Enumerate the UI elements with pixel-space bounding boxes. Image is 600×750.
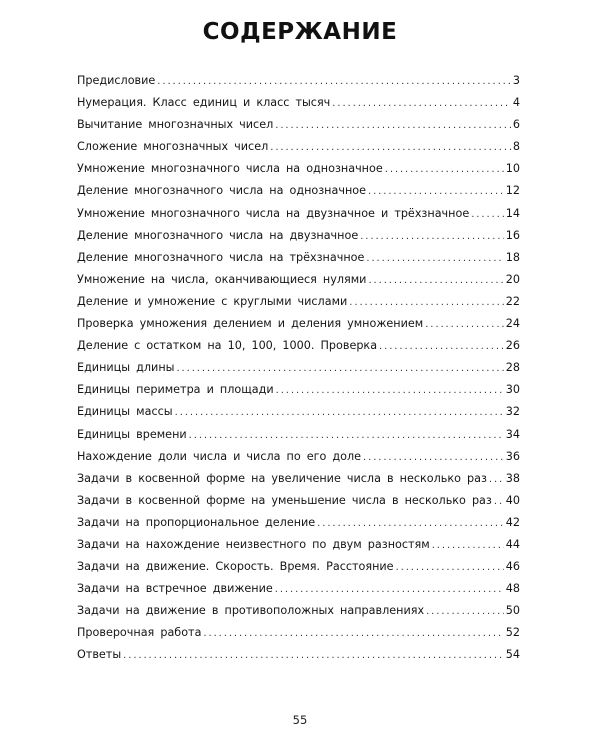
dot-leader bbox=[275, 115, 511, 137]
toc-entry-page: 12 bbox=[505, 184, 520, 198]
toc-entry bbox=[77, 313, 520, 335]
toc-entry bbox=[77, 379, 520, 401]
toc-entry-page: 22 bbox=[505, 294, 520, 308]
toc-entry-page: 36 bbox=[505, 449, 520, 463]
toc-entry-title: Задачи в косвенной форме на увеличение числа в несколько раз bbox=[77, 471, 487, 485]
dot-leader bbox=[349, 292, 503, 314]
toc-entry bbox=[77, 291, 520, 313]
toc-entry-page: 34 bbox=[505, 427, 520, 441]
toc-entry bbox=[77, 70, 520, 92]
toc-entry-page: 50 bbox=[505, 604, 520, 618]
toc-entry-title: Проверочная работа bbox=[77, 626, 202, 640]
page-title: СОДЕРЖАНИЕ bbox=[202, 19, 398, 45]
toc-entry bbox=[77, 468, 520, 490]
toc-entry-title: Деление многозначного числа на двузначное bbox=[77, 228, 359, 242]
dot-leader bbox=[189, 425, 504, 447]
dot-leader bbox=[363, 447, 504, 469]
toc-entry bbox=[77, 424, 520, 446]
toc-entry bbox=[77, 180, 520, 202]
toc-entry bbox=[77, 556, 520, 578]
toc-entry-title: Единицы периметра и площади bbox=[77, 383, 274, 397]
toc-entry-page: 40 bbox=[505, 493, 520, 507]
toc-entry-title: Единицы времени bbox=[77, 427, 187, 441]
toc-entry-title: Деление многозначного числа на однозначное bbox=[77, 184, 366, 198]
toc-entry bbox=[77, 247, 520, 269]
toc-entry-page: 54 bbox=[505, 648, 520, 662]
dot-leader bbox=[368, 181, 504, 203]
toc-entry-title: Деление многозначного числа на трёхзначное bbox=[77, 250, 365, 264]
toc-entry-title: Единицы массы bbox=[77, 405, 173, 419]
toc-entry bbox=[77, 600, 520, 622]
toc-entry bbox=[77, 203, 520, 225]
dot-leader bbox=[396, 557, 504, 579]
toc-entry bbox=[77, 512, 520, 534]
dot-leader bbox=[123, 645, 504, 667]
toc-entry-title: Задачи на движение. Скорость. Время. Расстояние bbox=[77, 560, 394, 574]
toc-entry-title: Задачи в косвенной форме на уменьшение числа в несколько раз bbox=[77, 493, 492, 507]
toc-entry-title: Деление с остатком на 10, 100, 1000. Проверка bbox=[77, 339, 378, 353]
dot-leader bbox=[489, 469, 504, 491]
table-of-contents bbox=[77, 70, 520, 667]
toc-entry bbox=[77, 114, 520, 136]
toc-entry-title: Вычитание многозначных чисел bbox=[77, 118, 274, 132]
dot-leader bbox=[203, 623, 503, 645]
toc-entry-title: Задачи на встречное движение bbox=[77, 582, 273, 596]
toc-entry-page: 46 bbox=[505, 560, 520, 574]
dot-leader bbox=[332, 93, 511, 115]
toc-entry-page: 10 bbox=[505, 162, 520, 176]
toc-entry-page: 30 bbox=[505, 383, 520, 397]
toc-entry-page: 16 bbox=[505, 228, 520, 242]
toc-entry bbox=[77, 158, 520, 180]
toc-entry-title: Задачи на движение в противоположных направлениях bbox=[77, 604, 425, 618]
toc-entry-page: 8 bbox=[512, 140, 520, 154]
dot-leader bbox=[157, 71, 511, 93]
dot-leader bbox=[368, 270, 503, 292]
dot-leader bbox=[379, 336, 504, 358]
toc-entry bbox=[77, 92, 520, 114]
dot-leader bbox=[275, 579, 504, 601]
toc-entry-page: 6 bbox=[512, 118, 520, 132]
dot-leader bbox=[494, 491, 504, 513]
toc-entry-page: 4 bbox=[512, 96, 520, 110]
dot-leader bbox=[471, 204, 504, 226]
toc-entry bbox=[77, 225, 520, 247]
dot-leader bbox=[176, 358, 503, 380]
toc-entry-page: 18 bbox=[505, 250, 520, 264]
toc-entry-title: Умножение многозначного числа на однозначное bbox=[77, 162, 383, 176]
dot-leader bbox=[270, 137, 511, 159]
toc-entry bbox=[77, 490, 520, 512]
toc-entry-page: 24 bbox=[505, 317, 520, 331]
dot-leader bbox=[360, 226, 504, 248]
toc-entry bbox=[77, 622, 520, 644]
dot-leader bbox=[317, 513, 504, 535]
toc-entry bbox=[77, 401, 520, 423]
dot-leader bbox=[432, 535, 504, 557]
toc-entry-title: Предисловие bbox=[77, 74, 156, 87]
dot-leader bbox=[276, 380, 504, 402]
toc-entry bbox=[77, 578, 520, 600]
toc-entry-title: Задачи на нахождение неизвестного по двум разностям bbox=[77, 537, 430, 551]
page-number: 55 bbox=[292, 713, 308, 727]
toc-entry-page: 44 bbox=[505, 537, 520, 551]
toc-entry-title: Нумерация. Класс единиц и класс тысяч bbox=[77, 96, 331, 110]
toc-entry-page: 42 bbox=[505, 515, 520, 529]
toc-entry-page: 28 bbox=[505, 361, 520, 375]
toc-entry-page: 48 bbox=[505, 582, 520, 596]
toc-entry bbox=[77, 644, 520, 666]
dot-leader bbox=[385, 159, 504, 181]
toc-entry bbox=[77, 357, 520, 379]
dot-leader bbox=[425, 314, 504, 336]
toc-entry-page: 32 bbox=[505, 405, 520, 419]
toc-entry-page: 38 bbox=[505, 471, 520, 485]
toc-entry-title: Единицы длины bbox=[77, 361, 175, 375]
toc-entry bbox=[77, 136, 520, 158]
toc-entry-page: 14 bbox=[505, 206, 520, 220]
toc-entry-title: Проверка умножения делением и деления умножением bbox=[77, 317, 424, 331]
toc-entry-page: 3 bbox=[512, 74, 520, 87]
toc-entry-title: Нахождение доли числа и числа по его доле bbox=[77, 449, 362, 463]
toc-entry-title: Сложение многозначных чисел bbox=[77, 140, 269, 154]
toc-entry-title: Задачи на пропорциональное деление bbox=[77, 515, 316, 529]
dot-leader bbox=[426, 601, 504, 623]
toc-entry bbox=[77, 534, 520, 556]
toc-entry bbox=[77, 335, 520, 357]
toc-entry-page: 52 bbox=[505, 626, 520, 640]
toc-entry bbox=[77, 269, 520, 291]
dot-leader bbox=[175, 402, 504, 424]
toc-entry-title: Умножение на числа, оканчивающиеся нулями bbox=[77, 272, 367, 286]
toc-entry-page: 26 bbox=[505, 339, 520, 353]
toc-entry-title: Умножение многозначного числа на двузначное и трёхзначное bbox=[77, 206, 470, 220]
toc-entry-page: 20 bbox=[505, 272, 520, 286]
toc-entry bbox=[77, 446, 520, 468]
toc-entry-title: Ответы bbox=[77, 648, 122, 662]
toc-entry-title: Деление и умножение с круглыми числами bbox=[77, 294, 348, 308]
dot-leader bbox=[366, 248, 503, 270]
